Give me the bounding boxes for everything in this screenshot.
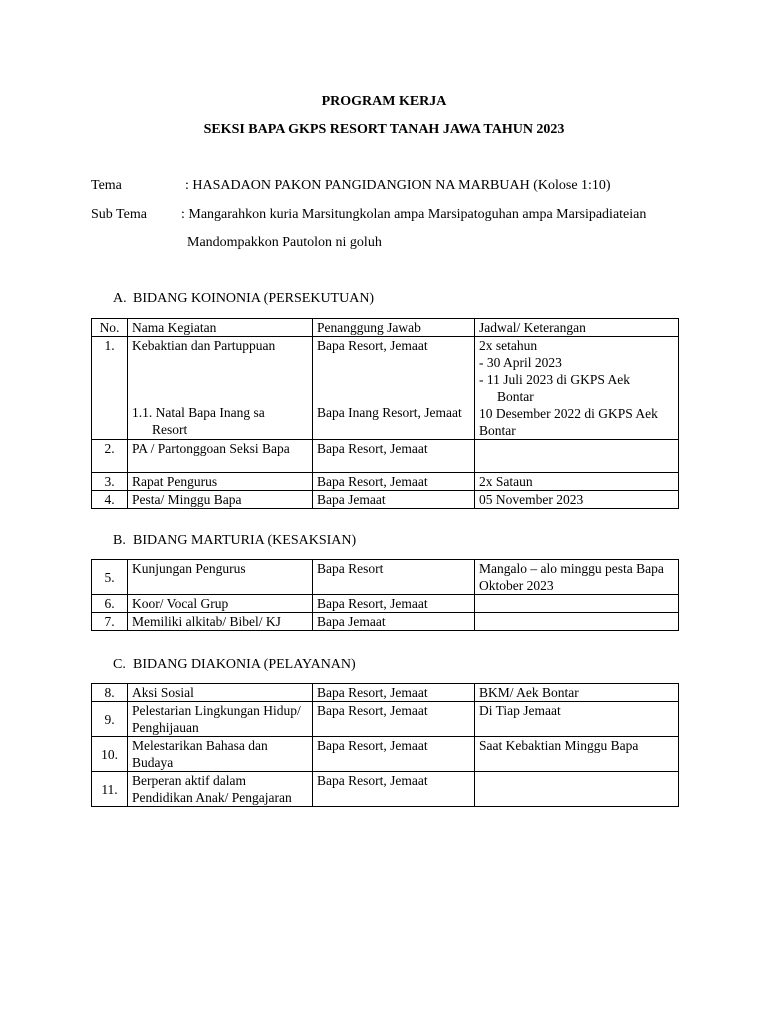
pic-name: Bapa Resort	[313, 560, 475, 595]
table-header-row	[92, 319, 679, 337]
table-row	[92, 772, 679, 807]
table-row	[92, 737, 679, 772]
schedule-text	[475, 595, 679, 613]
schedule-text	[475, 772, 679, 807]
schedule-text: BKM/ Aek Bontar	[475, 684, 679, 702]
pic-name: Bapa Resort, Jemaat	[313, 473, 475, 491]
table-koinonia	[91, 318, 679, 509]
subtema-value-line1: : Mangarahkon kuria Marsitungkolan ampa Marsipatoguhan ampa Marsipadiateian	[181, 207, 647, 222]
table-diakonia	[91, 683, 679, 807]
column-header-schedule: Jadwal/ Keterangan	[475, 319, 679, 337]
row-number: 6.	[92, 595, 128, 613]
column-header-name: Nama Kegiatan	[128, 319, 313, 337]
pic-name: Bapa Resort, Jemaat	[313, 595, 475, 613]
activity-name: Kunjungan Pengurus	[128, 560, 313, 595]
section-a-title: BIDANG KOINONIA (PERSEKUTUAN)	[133, 291, 375, 306]
schedule-text: 2x Sataun	[475, 473, 679, 491]
section-b-heading	[113, 532, 356, 549]
document-title: PROGRAM KERJA	[321, 94, 447, 109]
row-number: 9.	[92, 702, 128, 737]
pic-cell	[313, 337, 475, 440]
pic-name: Bapa Resort, Jemaat	[313, 440, 475, 473]
table-row	[92, 337, 679, 440]
row-number: 3.	[92, 473, 128, 491]
section-b-letter: B.	[113, 533, 126, 548]
table-row	[92, 560, 679, 595]
schedule-text: 2x setahun	[479, 338, 538, 353]
activity-name: Aksi Sosial	[128, 684, 313, 702]
activity-name: Koor/ Vocal Grup	[128, 595, 313, 613]
row-number: 2.	[92, 440, 128, 473]
row-number: 4.	[92, 491, 128, 509]
document-subtitle: SEKSI BAPA GKPS RESORT TANAH JAWA TAHUN 2023	[203, 122, 565, 137]
schedule-text: 05 November 2023	[475, 491, 679, 509]
pic-name: Bapa Resort, Jemaat	[313, 684, 475, 702]
section-c-heading	[113, 656, 356, 673]
sub-pic-name: Bapa Inang Resort, Jemaat	[317, 405, 462, 420]
row-number: 1.	[92, 337, 128, 440]
pic-name: Bapa Resort, Jemaat	[313, 702, 475, 737]
activity-name: Rapat Pengurus	[128, 473, 313, 491]
section-a-heading	[113, 290, 374, 307]
row-number: 8.	[92, 684, 128, 702]
schedule-cell	[475, 337, 679, 440]
table-row	[92, 613, 679, 631]
schedule-bullet: - 11 Juli 2023 di GKPS Aek	[479, 372, 631, 387]
table-row	[92, 491, 679, 509]
subtema-label: Sub Tema	[91, 207, 147, 222]
schedule-text	[475, 613, 679, 631]
schedule-text	[475, 440, 679, 473]
activity-name: Kebaktian dan Partuppuan	[132, 338, 276, 353]
activity-name: Berperan aktif dalam Pendidikan Anak/ Pengajaran	[128, 772, 313, 807]
pic-name: Bapa Resort, Jemaat	[313, 737, 475, 772]
section-c-letter: C.	[113, 657, 126, 672]
table-row	[92, 440, 679, 473]
section-b-title: BIDANG MARTURIA (KESAKSIAN)	[133, 533, 357, 548]
schedule-bullet-continued: Bontar	[497, 389, 534, 404]
pic-name: Bapa Jemaat	[313, 613, 475, 631]
tema-label: Tema	[91, 178, 122, 193]
activity-name: PA / Partonggoan Seksi Bapa	[128, 440, 313, 473]
schedule-bullet: - 30 April 2023	[479, 355, 562, 370]
row-number: 11.	[92, 772, 128, 807]
sub-activity-name: 1.1. Natal Bapa Inang sa Resort	[132, 405, 265, 437]
table-row	[92, 684, 679, 702]
schedule-text: Mangalo – alo minggu pesta Bapa Oktober 2023	[475, 560, 679, 595]
pic-name: Bapa Jemaat	[313, 491, 475, 509]
activity-name: Memiliki alkitab/ Bibel/ KJ	[128, 613, 313, 631]
row-number: 5.	[92, 560, 128, 595]
table-row	[92, 473, 679, 491]
pic-name: Bapa Resort, Jemaat	[313, 772, 475, 807]
activity-name: Pesta/ Minggu Bapa	[128, 491, 313, 509]
schedule-text: Saat Kebaktian Minggu Bapa	[475, 737, 679, 772]
table-row	[92, 595, 679, 613]
tema-value: : HASADAON PAKON PANGIDANGION NA MARBUAH (Kolose 1:10)	[185, 178, 611, 193]
activity-name: Melestarikan Bahasa dan Budaya	[128, 737, 313, 772]
subtema-value-line2: Mandompakkon Pautolon ni goluh	[187, 235, 382, 250]
pic-name: Bapa Resort, Jemaat	[317, 338, 428, 353]
activity-cell	[128, 337, 313, 440]
sub-schedule-text: 10 Desember 2022 di GKPS Aek Bontar	[479, 406, 658, 438]
section-c-title: BIDANG DIAKONIA (PELAYANAN)	[133, 657, 356, 672]
row-number: 10.	[92, 737, 128, 772]
table-row	[92, 702, 679, 737]
row-number: 7.	[92, 613, 128, 631]
section-a-letter: A.	[113, 291, 127, 306]
activity-name: Pelestarian Lingkungan Hidup/ Penghijauan	[128, 702, 313, 737]
schedule-text: Di Tiap Jemaat	[475, 702, 679, 737]
column-header-no: No.	[92, 319, 128, 337]
table-marturia	[91, 559, 679, 631]
column-header-pic: Penanggung Jawab	[313, 319, 475, 337]
